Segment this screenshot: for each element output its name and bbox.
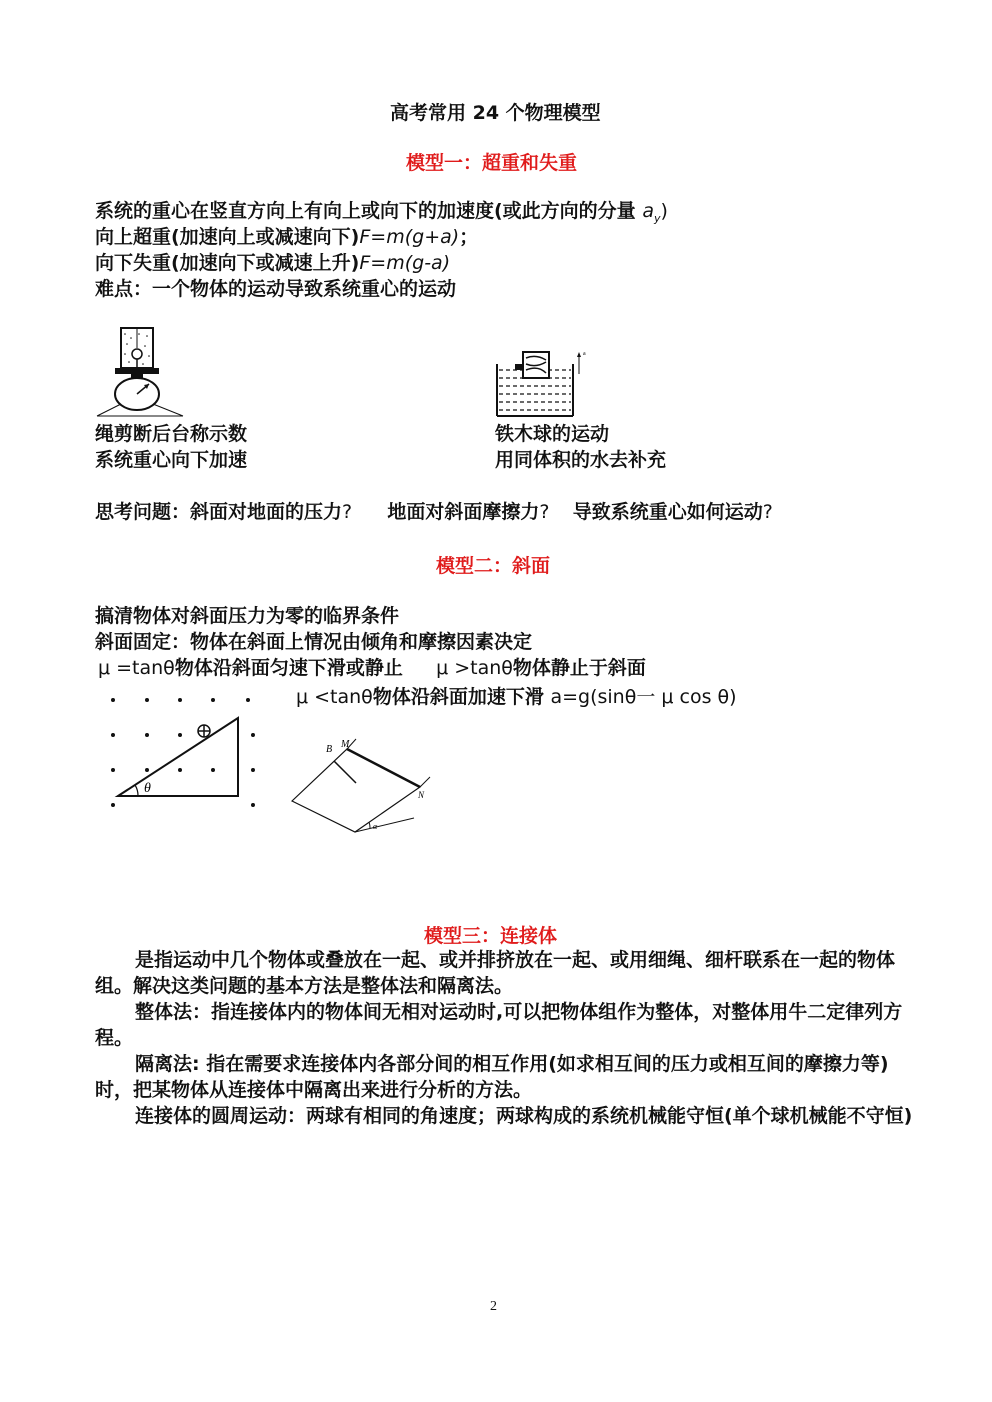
model2-line4	[296, 684, 737, 710]
model1-line4: 难点：一个物体的运动导致系统重心的运动	[95, 278, 457, 300]
think-question	[95, 499, 773, 525]
svg-text:a: a	[583, 351, 586, 357]
caption-right-2: 用同体积的水去补充	[495, 449, 667, 471]
model1-line2	[95, 224, 478, 250]
model2-line3	[98, 655, 646, 681]
mu-less-tan: μ <tanθ	[296, 686, 373, 708]
model3-paragraph2	[95, 999, 925, 1051]
inclined-plane-figure	[290, 735, 440, 837]
accelerate-text: 物体沿斜面加速下滑	[372, 686, 544, 708]
model3-paragraph1: 是指运动中几个物体或叠放在一起、或并排挤放在一起、或用细绳、细杆联系在一起的物体组。解决这类问题的基本方法是整体法和隔离法。	[95, 949, 896, 997]
caption-left-2: 系统重心向下加速	[95, 449, 248, 471]
sub-y: y	[653, 211, 661, 225]
n-label: N	[418, 790, 425, 800]
model2-heading: 模型二：斜面	[436, 555, 551, 577]
qmark-b: ?	[539, 501, 550, 523]
isolation-method-text: : 指在需要求连接体内各部分间的相互作用(如求相互间的压力或相互间的摩擦力等)时，把某物体从连接体中隔离出来进行分析的方法。	[95, 1053, 889, 1101]
formula-overweight: F=m(g+a)	[359, 226, 460, 248]
paren-close: )	[660, 200, 668, 222]
uniform-slide-text: 物体沿斜面匀速下滑或静止	[174, 657, 403, 679]
model2-line2: 斜面固定：物体在斜面上情况由倾角和摩擦因素决定	[95, 631, 533, 653]
model3-paragraph4: 连接体的圆周运动：两球有相同的角速度；两球构成的系统机械能守恒(单个球机械能不守恒)	[135, 1105, 913, 1127]
model1-line2-text: 向上超重(加速向上或减速向下)	[95, 226, 360, 248]
acceleration-formula: a=g(sinθ一 μ cos θ)	[550, 686, 737, 708]
qmark-a: ?	[342, 501, 353, 523]
model2-line1: 搞清物体对斜面压力为零的临界条件	[95, 605, 400, 627]
caption-left-1: 绳剪断后台称示数	[95, 423, 248, 445]
isolation-method-label: 隔离法	[135, 1053, 193, 1075]
model1-line1-text: 系统的重心在竖直方向上有向上或向下的加速度(或此方向的分量	[95, 200, 643, 222]
model1-heading: 模型一：超重和失重	[406, 152, 578, 174]
model1-line3-text: 向下失重(加速向下或减速上升)	[95, 252, 360, 274]
question-a: 思考问题：斜面对地面的压力	[95, 501, 343, 523]
m-label: M	[341, 739, 350, 750]
static-text: 物体静止于斜面	[512, 657, 646, 679]
b-label: B	[326, 744, 333, 755]
mu-greater-tan: μ >tanθ	[436, 657, 513, 679]
model3-heading: 模型三：连接体	[424, 925, 558, 947]
question-b: 地面对斜面摩擦力	[387, 501, 540, 523]
scale-figure	[95, 326, 195, 420]
page-number: 2	[490, 1299, 497, 1314]
incline-grid-figure	[100, 692, 270, 812]
model1-line3	[95, 250, 450, 276]
theta-label: θ	[144, 781, 151, 796]
var-a: a	[642, 200, 654, 222]
semicolon: ；	[459, 226, 479, 248]
caption-right-1: 铁木球的运动	[495, 423, 610, 445]
whole-method-label: 整体法	[135, 1001, 193, 1023]
mu-equal-tan: μ =tanθ	[98, 657, 175, 679]
alpha-label: α	[373, 822, 378, 831]
water-container-figure	[495, 346, 587, 420]
model3-paragraph3	[95, 1051, 925, 1103]
qmark-c: ?	[762, 501, 773, 523]
page-title: 高考常用 24 个物理模型	[390, 102, 601, 124]
question-c: 导致系统重心如何运动	[572, 501, 763, 523]
formula-weightless: F=m(g-a)	[359, 252, 451, 274]
whole-method-text: ：指连接体内的物体间无相对运动时,可以把物体组作为整体，对整体用牛二定律列方程。	[95, 1001, 903, 1049]
